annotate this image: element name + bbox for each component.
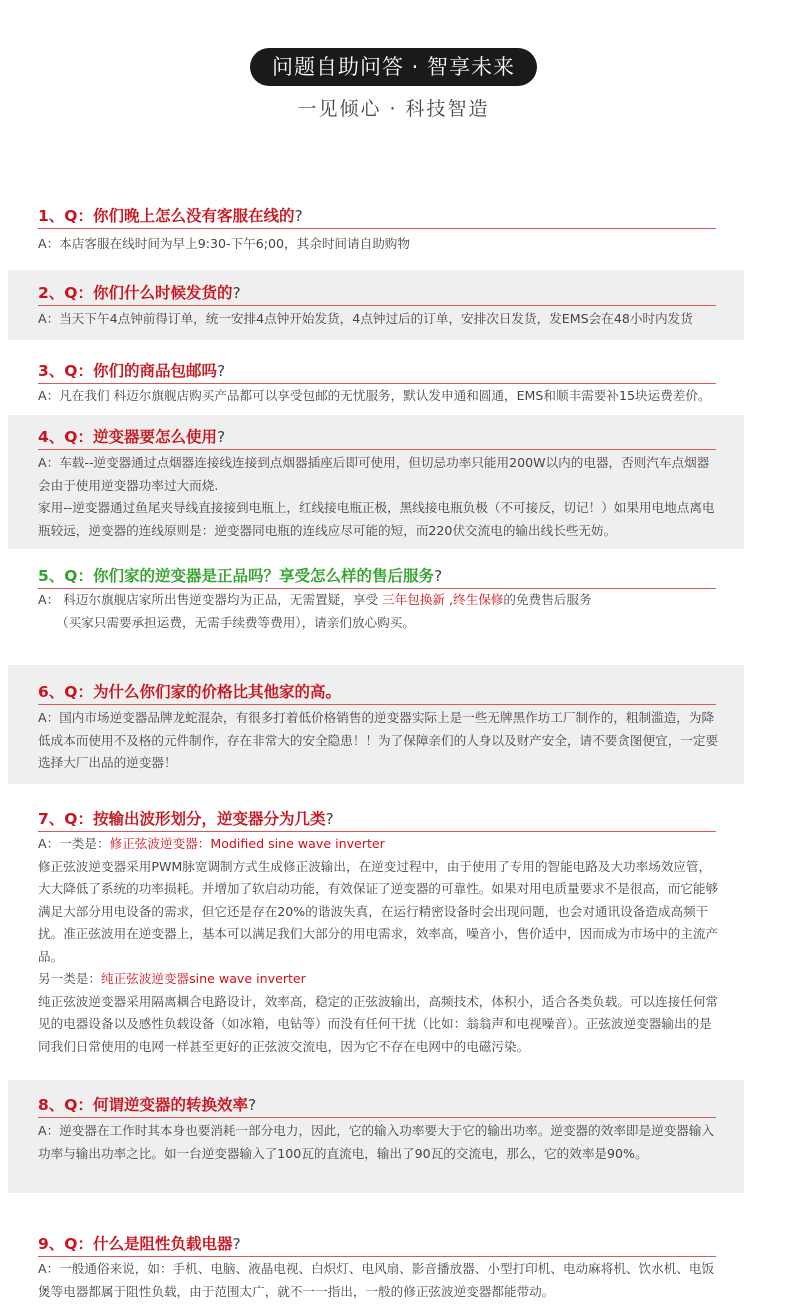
faq-question-7: 7、Q：按输出波形划分，逆变器分为几类?: [38, 807, 716, 832]
faq-question-3: 3、Q：你们的商品包邮吗?: [38, 359, 716, 384]
faq-question-1: 1、Q：你们晚上怎么没有客服在线的?: [38, 204, 716, 229]
faq-item-2: [8, 270, 744, 340]
modified-sine-label: 修正弦波逆变器：Modified sine wave inverter: [109, 836, 385, 851]
faq-item-9: [8, 1224, 744, 1311]
faq-item-3: [8, 348, 744, 410]
faq-question-2: 2、Q：你们什么时候发货的?: [38, 281, 716, 306]
header-title: 问题自助问答 · 智享未来: [271, 55, 516, 79]
faq-item-5: [8, 556, 744, 646]
warranty-highlight: 三年包换新 ,终生保修: [382, 592, 504, 607]
faq-answer-2: A：当天下午4点钟前得订单，统一安排4点钟开始发货，4点钟过后的订单，安排次日发货，发EMS会在48小时内发货: [38, 311, 693, 326]
header-subtitle: 一见倾心 · 科技智造: [297, 98, 490, 120]
faq-item-8: [8, 1080, 744, 1193]
faq-question-4: 4、Q：逆变器要怎么使用?: [38, 425, 716, 450]
faq-answer-6: A：国内市场逆变器品牌龙蛇混杂，有很多打着低价格销售的逆变器实际上是一些无牌黑作坊工厂制作的，粗制滥造，为降低成本而使用不及格的元件制作，存在非常大的安全隐患！！为了保障亲们的人身以及财产安全，请不要贪图便宜，一定要选择大厂出品的逆变器！: [38, 710, 719, 770]
faq-item-6: [8, 665, 744, 784]
faq-item-1: [8, 196, 744, 262]
pure-sine-label: 纯正弦波逆变器sine wave inverter: [100, 971, 306, 986]
faq-question-6: 6、Q：为什么你们家的价格比其他家的高。: [38, 680, 716, 705]
faq-answer-8: A：逆变器在工作时其本身也要消耗一部分电力，因此，它的输入功率要大于它的输出功率。逆变器的效率即是逆变器输入功率与输出功率之比。如一台逆变器输入了100瓦的直流电，输出了90瓦的交流电，那么，它的效率是90%。: [38, 1123, 715, 1161]
faq-question-5: 5、Q：你们家的逆变器是正品吗？享受怎么样的售后服务?: [38, 564, 716, 589]
faq-answer-3: A：凡在我们 科迈尔旗舰店购买产品都可以享受包邮的无忧服务，默认发申通和圆通，EMS和顺丰需要补15块运费差价。: [38, 388, 711, 403]
faq-answer-9: A：一般通俗来说，如：手机、电脑、液晶电视、白炽灯、电风扇、影音播放器、小型打印机、电动麻将机、饮水机、电饭煲等电器都属于阻性负载，由于范围太广，就不一一指出，一般的修正弦波逆变器都能带动。: [38, 1261, 715, 1299]
faq-answer-4: A：车载--逆变器通过点烟器连接线连接到点烟器插座后即可使用，但切忌功率只能用200W以内的电器，否则汽车点烟器会由于使用逆变器功率过大而烧. 家用--逆变器通过鱼尾夹导线直接接到电瓶上，红线接电瓶正极，黑线接电瓶负极（不可接反，切记！）如果用电地点离电瓶较远，逆变器的连线原则是：逆变器同电瓶的连线应尽可能的短，而220伏交流电的输出线长些无妨。: [38, 455, 715, 538]
faq-answer-5: A： 科迈尔旗舰店家所出售逆变器均为正品，无需置疑，享受 三年包换新 ,终生保修的免费售后服务 （买家只需要承担运费，无需手续费等费用），请亲们放心购买。: [38, 592, 592, 630]
faq-question-9: 9、Q：什么是阻性负载电器?: [38, 1232, 716, 1257]
faq-item-7: [8, 798, 744, 1060]
faq-answer-1: A：本店客服在线时间为早上9:30-下午6;00，其余时间请自助购物: [38, 236, 410, 251]
faq-question-8: 8、Q：何谓逆变器的转换效率?: [38, 1093, 716, 1118]
faq-item-4: [8, 415, 744, 549]
header-title-pill: [250, 48, 537, 86]
faq-answer-7: A：一类是：修正弦波逆变器：Modified sine wave inverter 修正弦波逆变器采用PWM脉宽调制方式生成修正波输出，在逆变过程中，由于使用了专用的智能电路及大功率场效应管，大大降低了系统的功率损耗。并增加了软启动功能，有效保证了逆变器的可靠性。如果对用电质量要求不是很高，而它能够满足大部分用电设备的需求，但它还是存在20%的谐波失真，在运行精密设备时会出现问题，也会对通讯设备造成高频干扰。准正弦波用在逆变器上，基本可以满足我们大部分的用电需求，效率高，噪音小，售价适中，因而成为市场中的主流产品。 另一类是：纯正弦波逆变器sine wave inverter 纯正弦波逆变器采用隔离耦合电路设计，效率高，稳定的正弦波输出，高频技术，体积小，适合各类负载。可以连接任何常见的电器设备以及感性负载设备（如冰箱，电钻等）而没有任何干扰（比如：翁翁声和电视噪音）。正弦波逆变器输出的是同我们日常使用的电网一样甚至更好的正弦波交流电，因为它不存在电网中的电磁污染。: [38, 836, 719, 1054]
